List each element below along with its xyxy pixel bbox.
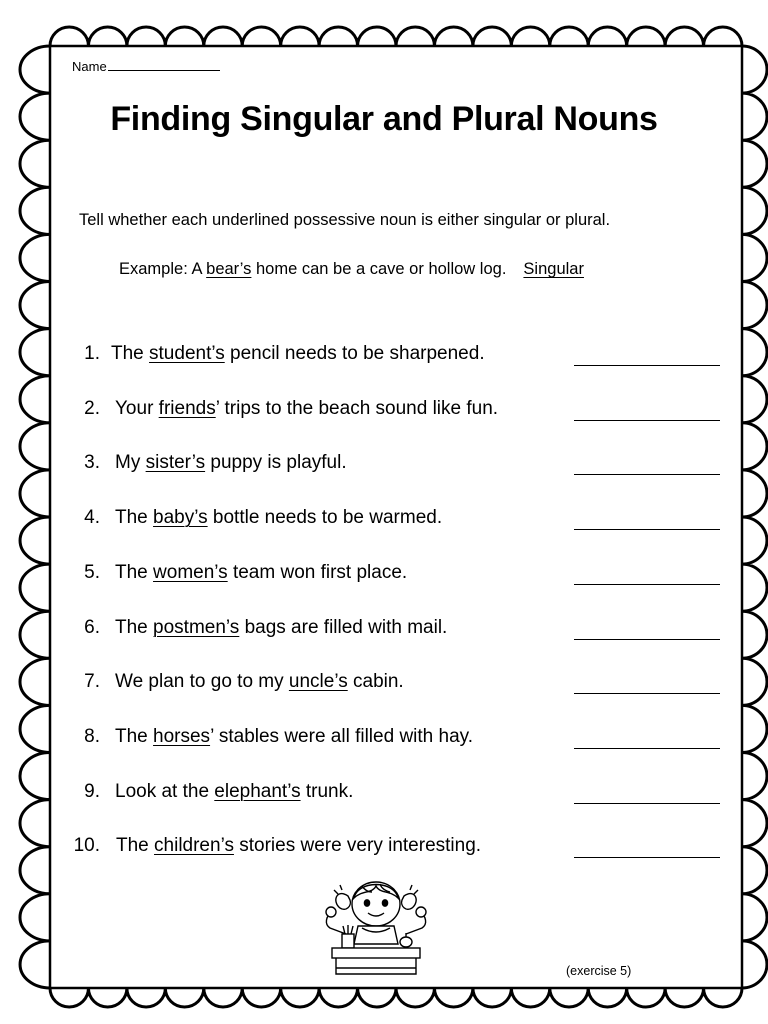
- question-number: 5.: [84, 561, 100, 583]
- question-row: [0, 726, 768, 756]
- sentence-start: The: [116, 835, 155, 857]
- sentence-end: puppy is playful.: [205, 452, 347, 474]
- name-field: [72, 58, 220, 74]
- question-number: 7.: [84, 671, 100, 693]
- answer-blank-line[interactable]: [574, 584, 720, 585]
- answer-blank-line[interactable]: [574, 420, 720, 421]
- sentence-end: ’ trips to the beach sound like fun.: [215, 397, 499, 419]
- question-row: [0, 835, 768, 865]
- instructions-text: Tell whether each underlined possessive noun is either singular or plural.: [79, 211, 611, 229]
- answer-blank-line[interactable]: [574, 748, 720, 749]
- answer-blank-line[interactable]: [574, 529, 720, 530]
- underlined-possessive-noun: friends: [158, 397, 216, 419]
- girl-at-desk-illustration: [318, 872, 434, 980]
- question-row: [0, 343, 768, 373]
- question-sentence: [115, 562, 407, 584]
- question-sentence: [115, 781, 353, 803]
- question-sentence: [115, 671, 404, 693]
- question-row: [0, 671, 768, 701]
- sentence-start: The: [115, 561, 154, 583]
- sentence-end: bottle needs to be warmed.: [207, 507, 443, 529]
- sentence-end: team won first place.: [227, 561, 408, 583]
- question-sentence: [115, 617, 447, 639]
- answer-blank-line[interactable]: [574, 693, 720, 694]
- answer-blank-line[interactable]: [574, 365, 720, 366]
- question-row: [0, 507, 768, 537]
- sentence-end: stories were very interesting.: [233, 835, 482, 857]
- underlined-possessive-noun: women’s: [153, 561, 228, 583]
- sentence-start: We plan to go to my: [115, 671, 289, 693]
- sentence-end: bags are filled with mail.: [239, 616, 448, 638]
- underlined-possessive-noun: student’s: [149, 343, 225, 364]
- question-row: [0, 617, 768, 647]
- page-title: Finding Singular and Plural Nouns: [110, 100, 658, 138]
- question-sentence: [111, 343, 485, 365]
- question-sentence: [115, 507, 442, 529]
- question-number: 9.: [84, 780, 100, 802]
- exercise-number: (exercise 5): [566, 964, 632, 978]
- sentence-start: The: [115, 616, 154, 638]
- sentence-end: trunk.: [300, 780, 354, 802]
- sentence-start: The: [115, 507, 154, 529]
- sentence-end: pencil needs to be sharpened.: [224, 343, 485, 364]
- sentence-start: My: [115, 452, 146, 474]
- sentence-start: The: [115, 725, 154, 747]
- question-row: [0, 781, 768, 811]
- sentence-end: cabin.: [347, 671, 404, 693]
- question-row: [0, 562, 768, 592]
- sentence-start: The: [111, 343, 150, 364]
- question-number: 8.: [84, 725, 100, 747]
- underlined-possessive-noun: horses: [153, 725, 211, 747]
- question-number: 10.: [73, 835, 100, 857]
- question-number: 4.: [84, 507, 100, 529]
- example-label: Example: A: [119, 260, 202, 278]
- underlined-possessive-noun: postmen’s: [153, 616, 240, 638]
- underlined-possessive-noun: elephant’s: [214, 780, 301, 802]
- underlined-possessive-noun: sister’s: [145, 452, 206, 474]
- example-line: [119, 260, 584, 279]
- example-rest: home can be a cave or hollow log.: [251, 260, 507, 278]
- question-number: 2.: [84, 397, 100, 419]
- underlined-possessive-noun: children’s: [154, 835, 234, 857]
- underlined-possessive-noun: uncle’s: [288, 671, 348, 693]
- answer-blank-line[interactable]: [574, 639, 720, 640]
- question-sentence: [116, 835, 481, 857]
- question-number: 1.: [84, 343, 100, 364]
- question-sentence: [115, 726, 473, 748]
- answer-blank-line[interactable]: [574, 857, 720, 858]
- question-number: 6.: [84, 616, 100, 638]
- question-sentence: [115, 452, 347, 474]
- sentence-start: Your: [115, 397, 159, 419]
- example-noun: bear’s: [206, 260, 252, 278]
- name-blank-line: [108, 58, 220, 71]
- question-sentence: [115, 398, 498, 420]
- answer-blank-line[interactable]: [574, 474, 720, 475]
- sentence-end: ’ stables were all filled with hay.: [210, 725, 474, 747]
- underlined-possessive-noun: baby’s: [153, 507, 208, 529]
- name-label: Name: [72, 59, 107, 74]
- question-row: [0, 398, 768, 428]
- question-number: 3.: [84, 452, 100, 474]
- question-row: [0, 452, 768, 482]
- example-answer: Singular: [523, 260, 584, 278]
- answer-blank-line[interactable]: [574, 803, 720, 804]
- sentence-start: Look at the: [115, 780, 215, 802]
